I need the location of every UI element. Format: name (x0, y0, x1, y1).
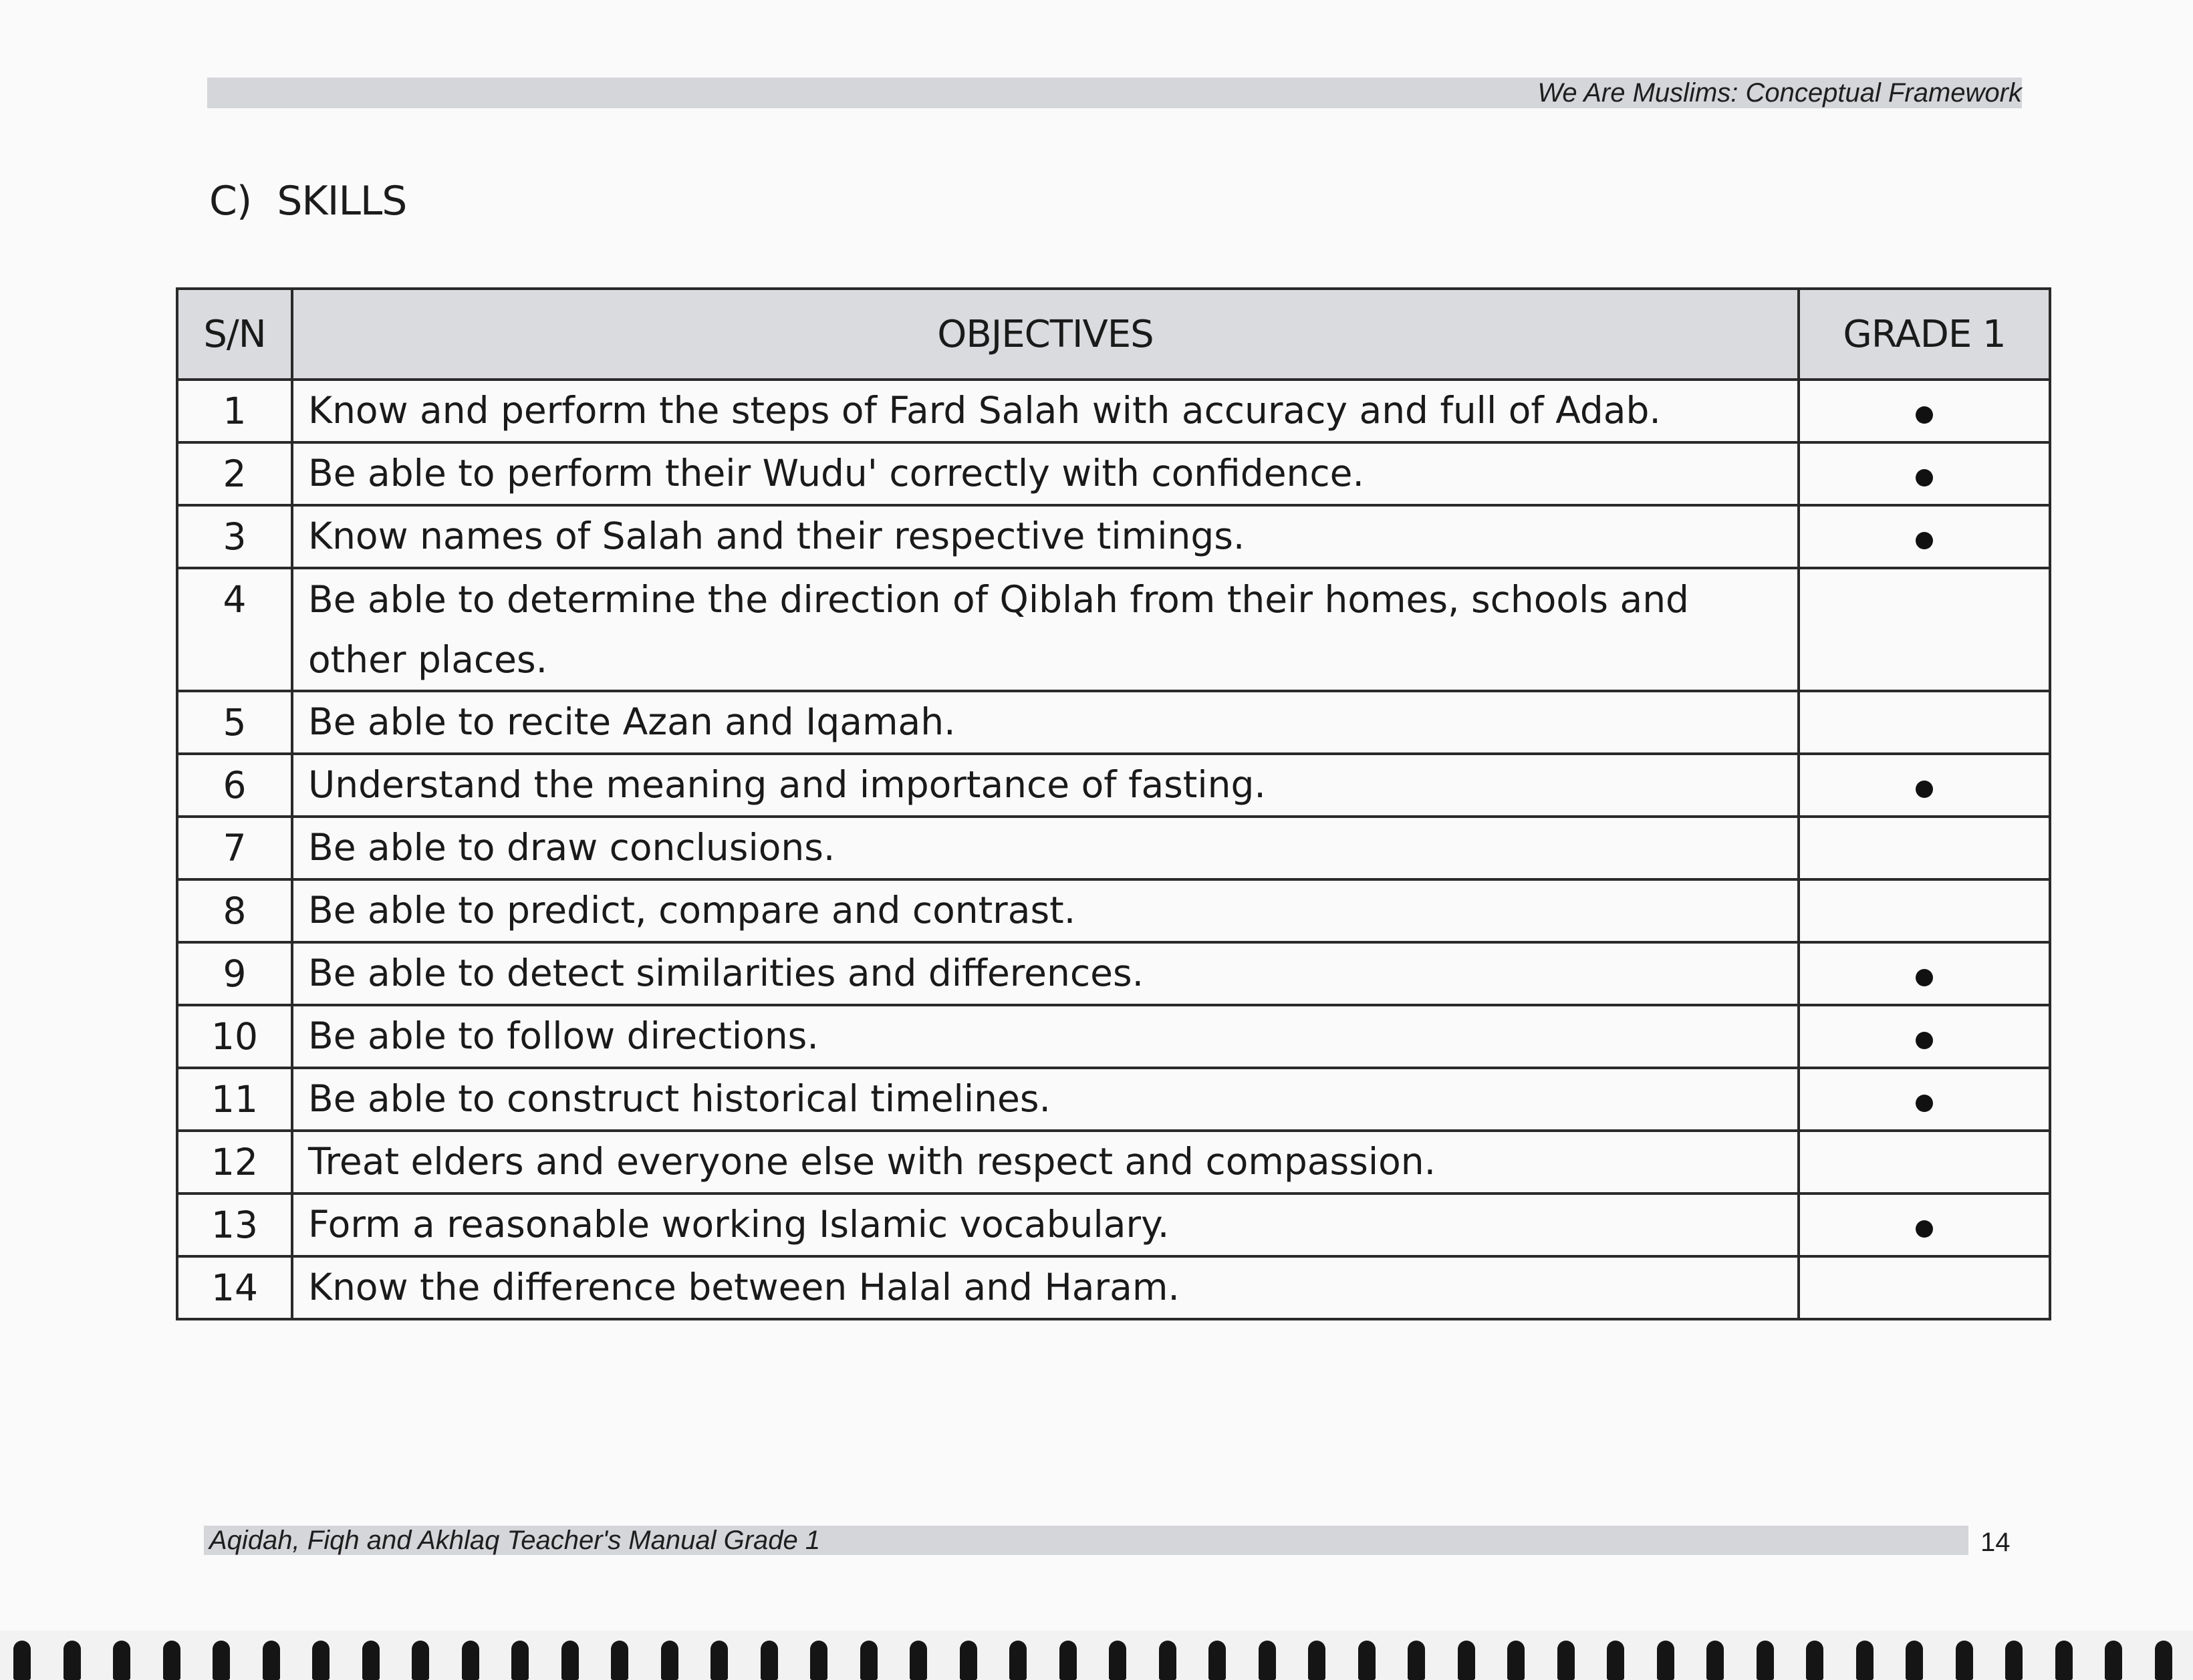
binding-coil (263, 1641, 280, 1680)
row-grade-1 (1799, 442, 2050, 505)
row-objective: Know names of Salah and their respective timings. (292, 505, 1799, 568)
bullet-icon (1916, 532, 1933, 549)
row-sn: 8 (177, 879, 292, 942)
binding-coil (1308, 1641, 1325, 1680)
binding-coil (661, 1641, 678, 1680)
bullet-icon (1916, 781, 1933, 798)
bullet-icon (1916, 469, 1933, 486)
row-objective: Know and perform the steps of Fard Salah with accuracy and full of Adab. (292, 380, 1799, 442)
bullet-icon (1916, 1095, 1933, 1112)
binding-coil (1906, 1641, 1923, 1680)
binding-coil (63, 1641, 81, 1680)
row-sn: 4 (177, 568, 292, 691)
binding-coil (1059, 1641, 1077, 1680)
binding-coil (1159, 1641, 1176, 1680)
row-grade-1 (1799, 754, 2050, 817)
binding-coil (910, 1641, 927, 1680)
row-sn: 9 (177, 942, 292, 1005)
table-header-row (177, 289, 2050, 380)
binding-coil (1757, 1641, 1774, 1680)
table-row (177, 442, 2050, 505)
table-row (177, 568, 2050, 691)
running-header-title: We Are Muslims: Conceptual Framework (1537, 78, 2022, 108)
table-row (177, 1131, 2050, 1194)
row-objective: Be able to predict, compare and contrast. (292, 879, 1799, 942)
binding-coil (163, 1641, 180, 1680)
page-number: 14 (1980, 1528, 2011, 1557)
binding-coil (810, 1641, 827, 1680)
row-objective: Be able to recite Azan and Iqamah. (292, 691, 1799, 754)
table-row (177, 942, 2050, 1005)
binding-coil (1358, 1641, 1376, 1680)
binding-coil (412, 1641, 429, 1680)
column-header-sn: S/N (177, 289, 292, 380)
row-sn: 11 (177, 1068, 292, 1131)
binding-coil (213, 1641, 230, 1680)
row-objective: Form a reasonable working Islamic vocabulary. (292, 1194, 1799, 1256)
table-row (177, 1256, 2050, 1319)
table-row (177, 380, 2050, 442)
section-title: SKILLS (277, 178, 407, 225)
row-objective: Treat elders and everyone else with respect and compassion. (292, 1131, 1799, 1194)
row-grade-1 (1799, 879, 2050, 942)
row-objective: Be able to perform their Wudu' correctly with confidence. (292, 442, 1799, 505)
row-objective: Understand the meaning and importance of fasting. (292, 754, 1799, 817)
running-footer-title: Aqidah, Fiqh and Akhlaq Teacher's Manual Grade 1 (209, 1526, 821, 1555)
binding-coil (860, 1641, 878, 1680)
table-row (177, 1068, 2050, 1131)
table-row (177, 1005, 2050, 1068)
row-sn: 6 (177, 754, 292, 817)
binding-coil (1208, 1641, 1226, 1680)
section-heading (209, 178, 406, 225)
binding-coil (561, 1641, 579, 1680)
binding-coil (1408, 1641, 1425, 1680)
binding-coil (2155, 1641, 2172, 1680)
binding-coil (960, 1641, 977, 1680)
table-row (177, 1194, 2050, 1256)
table-row (177, 691, 2050, 754)
binding-coil (113, 1641, 130, 1680)
row-grade-1 (1799, 505, 2050, 568)
row-sn: 14 (177, 1256, 292, 1319)
table-body (177, 380, 2050, 1319)
binding-coil (312, 1641, 330, 1680)
row-sn: 7 (177, 817, 292, 879)
binding-coil (1856, 1641, 1874, 1680)
binding-coil (2055, 1641, 2073, 1680)
binding-coil (611, 1641, 628, 1680)
binding-coil (1259, 1641, 1276, 1680)
row-objective: Be able to determine the direction of Qiblah from their homes, schools and other places. (292, 568, 1799, 691)
row-objective: Know the difference between Halal and Haram. (292, 1256, 1799, 1319)
row-grade-1 (1799, 691, 2050, 754)
row-grade-1 (1799, 1005, 2050, 1068)
row-objective: Be able to detect similarities and differences. (292, 942, 1799, 1005)
row-objective: Be able to follow directions. (292, 1005, 1799, 1068)
binding-coil (511, 1641, 529, 1680)
row-grade-1 (1799, 1194, 2050, 1256)
binding-coil (1109, 1641, 1126, 1680)
binding-coil (362, 1641, 380, 1680)
section-letter: C) (209, 178, 252, 225)
binding-coil (462, 1641, 479, 1680)
binding-coil (1657, 1641, 1674, 1680)
binding-coil (761, 1641, 778, 1680)
binding-coil (1458, 1641, 1475, 1680)
binding-coil (711, 1641, 728, 1680)
row-sn: 13 (177, 1194, 292, 1256)
row-sn: 3 (177, 505, 292, 568)
row-sn: 1 (177, 380, 292, 442)
binding-coil (1507, 1641, 1525, 1680)
binding-coil (2005, 1641, 2023, 1680)
bullet-icon (1916, 406, 1933, 424)
row-grade-1 (1799, 380, 2050, 442)
table-row (177, 754, 2050, 817)
row-objective: Be able to construct historical timelines. (292, 1068, 1799, 1131)
column-header-objectives: OBJECTIVES (292, 289, 1799, 380)
table-row (177, 817, 2050, 879)
row-sn: 2 (177, 442, 292, 505)
row-grade-1 (1799, 1131, 2050, 1194)
row-grade-1 (1799, 568, 2050, 691)
table-row (177, 879, 2050, 942)
row-objective: Be able to draw conclusions. (292, 817, 1799, 879)
binding-coil (1009, 1641, 1027, 1680)
row-grade-1 (1799, 942, 2050, 1005)
row-grade-1 (1799, 1256, 2050, 1319)
bullet-icon (1916, 1032, 1933, 1049)
bullet-icon (1916, 1220, 1933, 1238)
row-sn: 12 (177, 1131, 292, 1194)
row-grade-1 (1799, 817, 2050, 879)
binding-coil (1557, 1641, 1575, 1680)
row-sn: 5 (177, 691, 292, 754)
binding-coil (1806, 1641, 1823, 1680)
table-row (177, 505, 2050, 568)
binding-coil (1956, 1641, 1973, 1680)
bullet-icon (1916, 969, 1933, 986)
binding-coil (1607, 1641, 1624, 1680)
column-header-grade: GRADE 1 (1799, 289, 2050, 380)
binding-coil (1706, 1641, 1724, 1680)
row-grade-1 (1799, 1068, 2050, 1131)
row-sn: 10 (177, 1005, 292, 1068)
binding-coil (13, 1641, 31, 1680)
binding-coil (2105, 1641, 2122, 1680)
skills-table (176, 287, 2051, 1320)
